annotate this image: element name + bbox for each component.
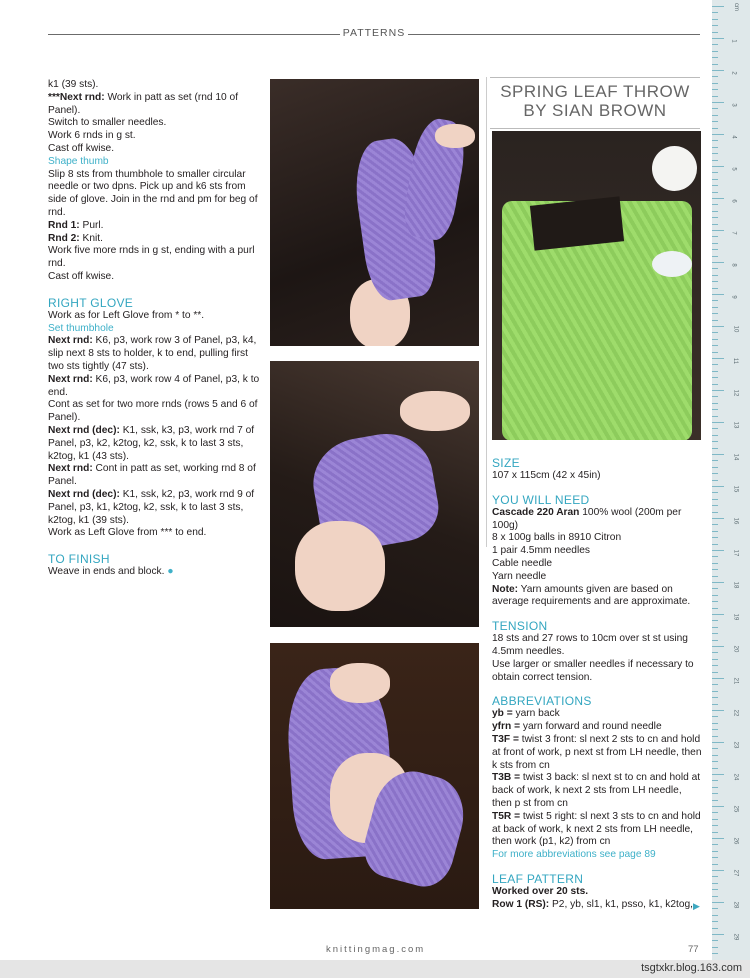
need-item: 1 pair 4.5mm needles <box>492 545 590 557</box>
text-line: Work as for Left Glove from * to **. <box>48 309 205 321</box>
text-line: T5R = twist 5 right: sl next 3 sts to cn and hold at back of work, k next 2 sts from LH needle, then work (p1, k2) from cn <box>492 810 701 848</box>
text-line: Cont as set for two more rnds (rows 5 and 6 of Panel). <box>48 399 258 424</box>
ruler-number: 14 <box>732 453 739 461</box>
ruler-number: 8 <box>730 263 737 267</box>
ruler-number: 26 <box>732 837 739 845</box>
ruler-number: 2 <box>730 71 737 75</box>
ruler-number: 9 <box>730 295 737 299</box>
ruler-number: 25 <box>732 805 739 813</box>
more-abbreviations-link[interactable]: For more abbreviations see page 89 <box>492 849 656 861</box>
text-line: Work 6 rnds in g st. <box>48 130 136 142</box>
watermark-text: tsgtxkr.blog.163.com <box>641 962 742 974</box>
leaf-subheading: Worked over 20 sts. <box>492 885 589 897</box>
ruler-number: 13 <box>732 421 739 429</box>
text-line: Work five more rnds in g st, ending with a purl rnd. <box>48 245 255 270</box>
end-dot-icon: ● <box>167 566 174 578</box>
header-rule-left <box>48 34 340 35</box>
leaf-pattern-heading: LEAF PATTERN <box>492 871 584 886</box>
text-line: Cast off kwise. <box>48 142 115 154</box>
to-finish-heading: TO FINISH <box>48 552 110 567</box>
text-line: ***Next rnd: Work in patt as set (rnd 10 of Panel). <box>48 91 239 116</box>
need-item: 8 x 100g balls in 8910 Citron <box>492 532 622 544</box>
ruler-number: 22 <box>732 709 739 717</box>
text-line: Next rnd: K6, p3, work row 3 of Panel, p3, k4, slip next 8 sts to holder, k to end, pulling first two sts tightly (47 sts). <box>48 335 257 372</box>
subheading: Shape thumb <box>48 155 109 167</box>
pattern-title-line1: SPRING LEAF THROW <box>500 82 690 101</box>
size-heading: SIZE <box>492 456 520 470</box>
glove-photo-2 <box>270 361 479 627</box>
ruler-number: 15 <box>732 485 739 493</box>
ruler-number: 4 <box>730 135 737 139</box>
to-finish-text: Weave in ends and block. ● <box>48 566 174 578</box>
ruler-number: 23 <box>732 741 739 749</box>
you-will-need-heading: YOU WILL NEED <box>492 492 590 507</box>
ruler-number: 21 <box>732 677 739 685</box>
text-line: Cast off kwise. <box>48 270 115 282</box>
leaf-row-1: Row 1 (RS): P2, yb, sl1, k1, psso, k1, k2tog, <box>492 898 694 910</box>
text-line: Rnd 1: Purl. <box>48 219 104 231</box>
ruler-number: 10 <box>732 325 739 333</box>
ruler-number: 12 <box>732 389 739 397</box>
pattern-title <box>490 77 700 129</box>
ruler-number: 19 <box>732 613 739 621</box>
right-glove-heading: RIGHT GLOVE <box>48 295 134 310</box>
section-title: PATTERNS <box>342 27 406 39</box>
ruler-number: 27 <box>732 869 739 877</box>
ruler-number: 29 <box>732 933 739 941</box>
glove-photo-3 <box>270 643 479 909</box>
glove-photo-1 <box>270 79 479 346</box>
text-line: k1 (39 sts). <box>48 79 99 90</box>
subheading: Set thumbhole <box>48 322 114 334</box>
footer-site: knittingmag.com <box>326 944 426 955</box>
abbreviations-list <box>492 708 704 849</box>
right-column <box>492 456 704 912</box>
text-line: Next rnd: K6, p3, work row 4 of Panel, p3, k to end. <box>48 373 260 398</box>
right-glove-text <box>48 310 262 540</box>
ruler-number: 5 <box>730 167 737 171</box>
text-line: Work as Left Glove from *** to end. <box>48 527 207 539</box>
continue-arrow-icon: ▶ <box>693 901 700 911</box>
text-line: Rnd 2: Knit. <box>48 232 103 244</box>
ruler-number: 17 <box>732 549 739 557</box>
ruler-number: 11 <box>732 357 739 365</box>
left-column <box>48 79 262 579</box>
tension-text-2: Use larger or smaller needles if necessary to obtain correct tension. <box>492 658 694 683</box>
need-item: Yarn needle <box>492 570 547 582</box>
size-text: 107 x 115cm (42 x 45in) <box>492 470 601 481</box>
page-number: 77 <box>688 944 699 955</box>
text-line: Next rnd (dec): K1, ssk, k2, p3, work rnd 9 of Panel, p3, k1, k2tog, k2, ssk, k to last 3 sts, k2tog, k1 (39 sts). <box>48 488 255 526</box>
ruler-number: 7 <box>730 231 737 235</box>
text-line: T3B = twist 3 back: sl next st to cn and hold at back of work, k next 2 sts from LH needle, then p st from cn <box>492 772 701 809</box>
measuring-ruler <box>712 0 750 978</box>
ruler-unit: cm <box>733 3 739 11</box>
text-line: yb = yarn back <box>492 708 560 720</box>
watermark-bar <box>0 960 750 978</box>
ruler-number: 20 <box>732 645 739 653</box>
text-line: T3F = twist 3 front: sl next 2 sts to cn and hold at front of work, p next st from LH needle, then k sts from cn <box>492 733 702 771</box>
yarn-text: Cascade 220 Aran 100% wool (200m per 100g) <box>492 506 682 531</box>
left-column-text <box>48 79 262 284</box>
need-note: Note: Yarn amounts given are based on average requirements and are approximate. <box>492 583 691 608</box>
tension-heading: TENSION <box>492 619 548 634</box>
header-rule-right <box>408 34 700 35</box>
text-line: Next rnd (dec): K1, ssk, k3, p3, work rnd 7 of Panel, p3, k2, k2tog, k2, ssk, k to last 3 sts, k2tog, k1 (43 sts). <box>48 424 255 462</box>
throw-photo <box>492 131 701 440</box>
ruler-number: 28 <box>732 901 739 909</box>
ruler-number: 18 <box>732 581 739 589</box>
ruler-number: 3 <box>730 103 737 107</box>
text-line: Next rnd: Cont in patt as set, working rnd 8 of Panel. <box>48 463 256 488</box>
tension-text-1: 18 sts and 27 rows to 10cm over st st using 4.5mm needles. <box>492 633 688 657</box>
text-line: yfrn = yarn forward and round needle <box>492 721 662 733</box>
ruler-number: 16 <box>732 517 739 525</box>
ruler-number: 24 <box>732 773 739 781</box>
need-item: Cable needle <box>492 557 553 569</box>
abbreviations-heading: ABBREVIATIONS <box>492 694 592 709</box>
ruler-number: 1 <box>730 39 737 43</box>
pattern-title-line2: BY SIAN BROWN <box>523 101 667 120</box>
column-divider <box>486 77 487 547</box>
ruler-number: 6 <box>730 199 737 203</box>
page-header <box>48 27 700 41</box>
text-line: Slip 8 sts from thumbhole to smaller circular needle or two dpns. Pick up and k6 sts from side of glove. Join in the rnd and pm for beg of rnd. <box>48 168 258 218</box>
text-line: Switch to smaller needles. <box>48 117 167 129</box>
